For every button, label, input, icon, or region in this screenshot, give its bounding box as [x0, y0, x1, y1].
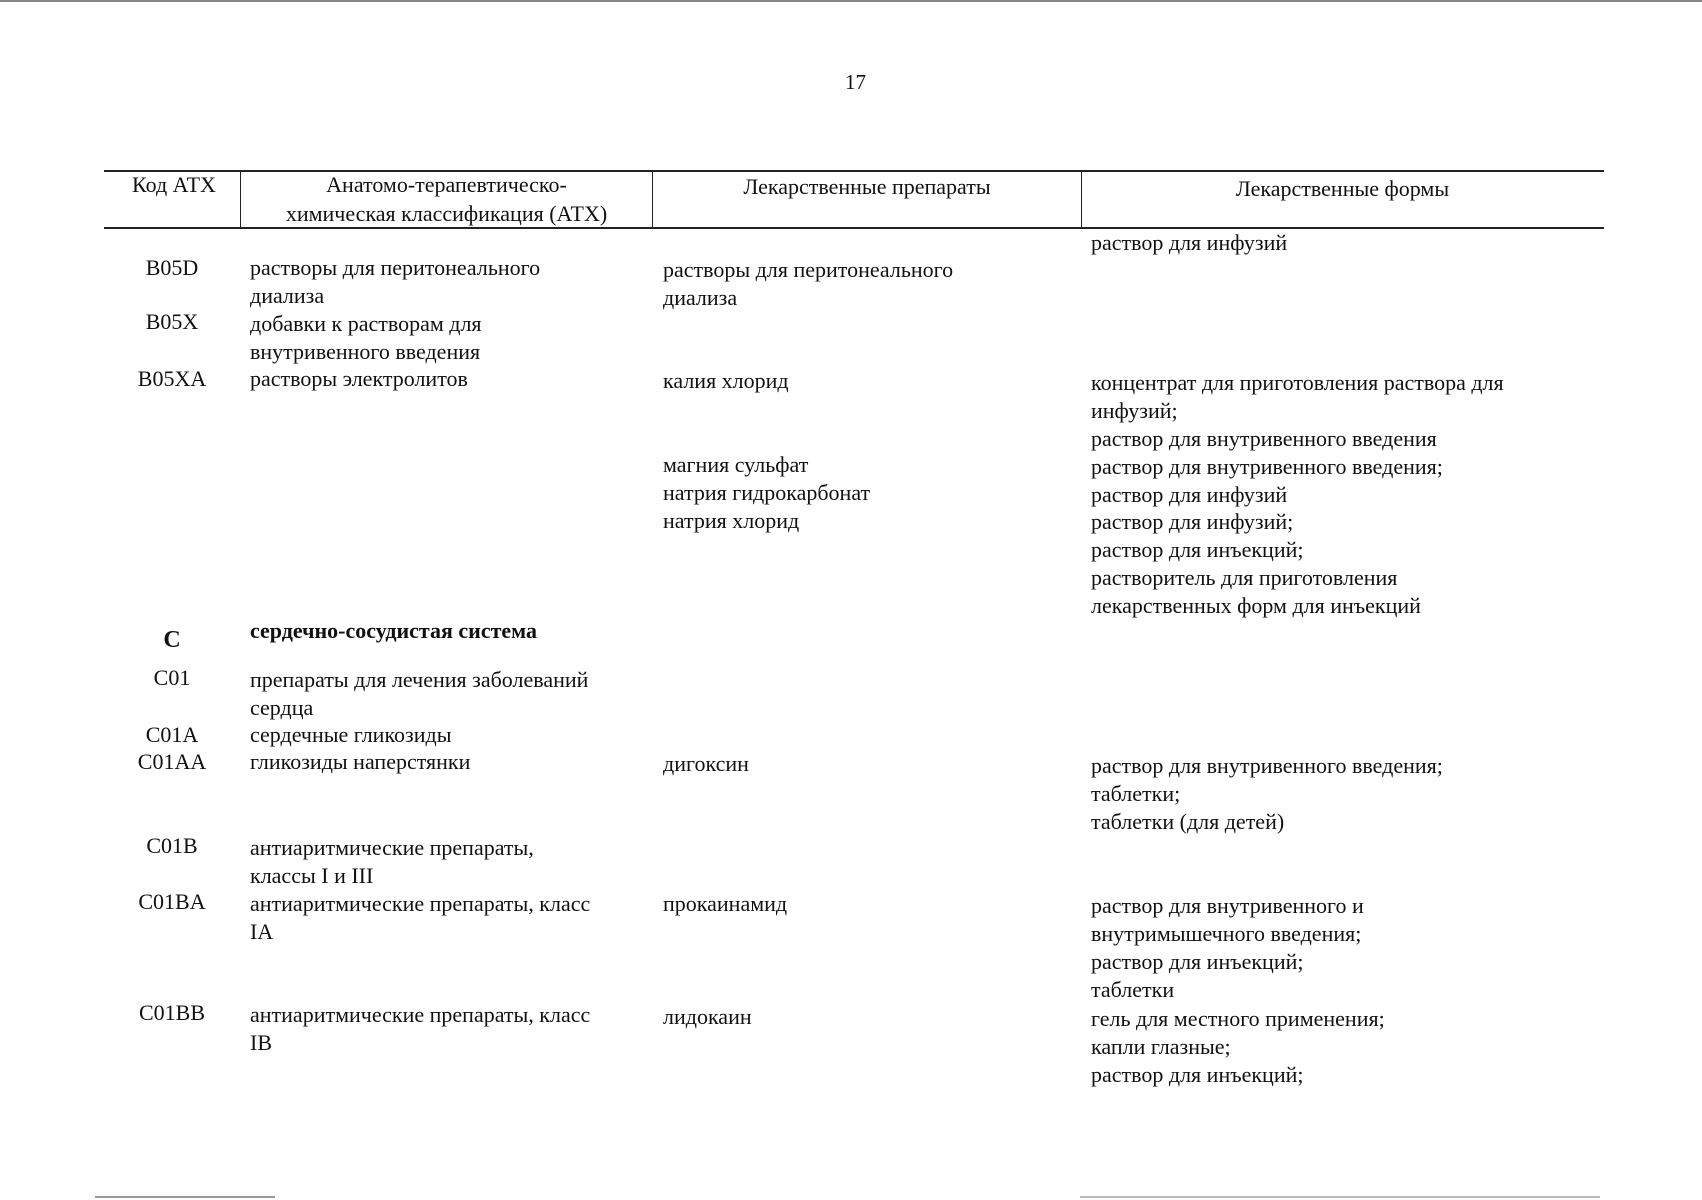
row-code: B05XA	[137, 366, 207, 391]
row-form: концентрат для приготовления раствора для инфузий; раствор для внутривенного введения	[1091, 370, 1504, 451]
header-code: Код АТХ	[132, 172, 216, 197]
row-drug: магния сульфат	[663, 452, 809, 477]
page-number: 17	[845, 70, 866, 94]
row-drug: натрия гидрокарбонат	[663, 480, 871, 505]
row-code: C	[163, 627, 181, 653]
header-classification-line1: Анатомо-терапевтическо-	[326, 172, 567, 197]
row-code: B05X	[145, 309, 199, 334]
row-code: C01A	[145, 722, 199, 747]
column-separator	[240, 170, 241, 227]
row-classification: растворы электролитов	[250, 366, 468, 391]
row-classification: сердечно-сосудистая система	[250, 618, 538, 643]
row-form: раствор для инфузий	[1091, 482, 1288, 507]
row-classification: препараты для лечения заболеваний сердца	[250, 667, 589, 720]
row-code: B05D	[145, 255, 199, 280]
row-classification: сердечные гликозиды	[250, 722, 452, 747]
row-code: C01AA	[137, 749, 207, 774]
row-classification: растворы для перитонеального диализа	[250, 255, 541, 308]
row-drug: лидокаин	[663, 1004, 752, 1029]
row-form: гель для местного применения; капли глазные; раствор для инъекций;	[1091, 1006, 1385, 1087]
row-classification: гликозиды наперстянки	[250, 749, 471, 774]
scan-artifact	[1080, 1196, 1600, 1198]
row-drug: растворы для перитонеального диализа	[663, 257, 954, 310]
scan-artifact	[95, 1196, 275, 1198]
row-drug: прокаинамид	[663, 891, 788, 916]
row-form: раствор для инфузий; раствор для инъекций; растворитель для приготовления лекарственных форм для инъекций	[1091, 509, 1421, 618]
row-drug: натрия хлорид	[663, 508, 800, 533]
header-classification	[244, 170, 649, 228]
column-separator	[652, 170, 653, 227]
row-classification: добавки к растворам для внутривенного введения	[250, 311, 482, 364]
row-code: C01	[153, 665, 191, 690]
row-drug: калия хлорид	[663, 368, 789, 393]
row-form: раствор для инфузий	[1091, 230, 1288, 255]
row-classification: антиаритмические препараты, класс IB	[250, 1002, 591, 1055]
page-top-edge	[0, 0, 1702, 2]
row-code: C01BB	[138, 1000, 206, 1025]
row-form: раствор для внутривенного введения;	[1091, 454, 1443, 479]
row-drug: дигоксин	[663, 751, 749, 776]
header-drugs: Лекарственные препараты	[743, 174, 991, 199]
row-code: C01B	[146, 833, 198, 858]
header-forms: Лекарственные формы	[1235, 176, 1450, 201]
row-classification: антиаритмические препараты, класс IA	[250, 891, 591, 944]
row-form: раствор для внутривенного и внутримышечного введения; раствор для инъекций; таблетки	[1091, 893, 1364, 1002]
row-classification: антиаритмические препараты, классы I и III	[250, 835, 534, 888]
header-classification-line2: химическая классификация (АТХ)	[285, 201, 608, 226]
row-code: C01BA	[138, 889, 206, 914]
column-separator	[1081, 170, 1082, 227]
row-form: раствор для внутривенного введения; таблетки; таблетки (для детей)	[1091, 753, 1443, 834]
